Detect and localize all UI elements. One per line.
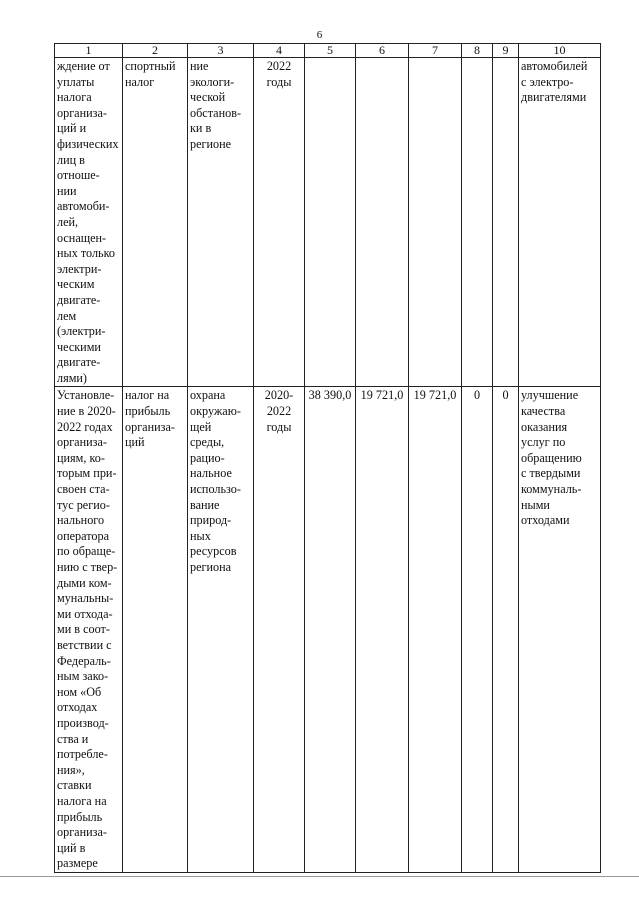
- column-header-5: 5: [305, 44, 356, 58]
- page-number: 6: [316, 29, 323, 41]
- table-row: [55, 58, 601, 387]
- cell-value-2021: [409, 58, 462, 387]
- cell-text: налог на прибыль организа- ций: [125, 388, 175, 450]
- cell-text: ждение от уплаты налога организа- ций и физических лиц в отноше- нии автомоби- лей, оснащен- ных только электри- ческим двигате- лем (электри- ческими двигате- лями): [57, 59, 119, 385]
- cell-text: 2022 годы: [266, 59, 292, 89]
- cell-text: 19 721,0: [360, 388, 404, 403]
- cell-result: [519, 58, 601, 387]
- cell-value-9: [493, 58, 519, 387]
- cell-text: улучшение качества оказания услуг по обращению с твердыми коммуналь- ными отходами: [521, 388, 582, 528]
- cell-period: [254, 387, 305, 872]
- column-header-7: 7: [409, 44, 462, 58]
- cell-tax: [123, 58, 188, 387]
- cell-text: 38 390,0: [308, 388, 352, 403]
- column-header-3: 3: [188, 44, 254, 58]
- cell-result: [519, 387, 601, 872]
- cell-text: спортный налог: [125, 59, 176, 89]
- header-row: [55, 44, 601, 58]
- cell-text: 0: [473, 388, 481, 403]
- cell-value-2020: [356, 58, 409, 387]
- column-header-8: 8: [462, 44, 493, 58]
- cell-text: 2020- 2022 годы: [264, 388, 294, 434]
- cell-measure: [55, 58, 123, 387]
- cell-value-8: [462, 387, 493, 872]
- column-header-10: 10: [519, 44, 601, 58]
- cell-text: автомобилей с электро- двигателями: [521, 59, 588, 105]
- cell-tax: [123, 387, 188, 872]
- data-table: [54, 43, 601, 873]
- cell-value-8: [462, 58, 493, 387]
- cell-value-2021: [409, 387, 462, 872]
- column-header-1: 1: [55, 44, 123, 58]
- cell-text: охрана окружаю- щей среды, рацио- нальное использо- вание природ- ных ресурсов региона: [190, 388, 241, 574]
- column-header-9: 9: [493, 44, 519, 58]
- table-row: [55, 387, 601, 872]
- cell-value-9: [493, 387, 519, 872]
- column-header-6: 6: [356, 44, 409, 58]
- cell-text: 19 721,0: [413, 388, 457, 403]
- cell-goal: [188, 58, 254, 387]
- cell-text: Установле- ние в 2020- 2022 годах организа- циям, ко- торым при- своен ста- тус регио- нального оператора по обраще- нию с твер- дыми ком- мунальны- ми отхода- ми в соот- ветствии с Федераль- ным зако- ном «Об отходах производ- ства и потребле- ния», ставки налога на прибыль организа- ций в размере: [57, 388, 118, 871]
- cell-measure: [55, 387, 123, 872]
- column-header-4: 4: [254, 44, 305, 58]
- cell-text: ние экологи- ческой обстанов- ки в регионе: [190, 59, 242, 151]
- column-header-2: 2: [123, 44, 188, 58]
- cell-value-2020: [356, 387, 409, 872]
- cell-period: [254, 58, 305, 387]
- bottom-divider: [0, 876, 639, 877]
- cell-goal: [188, 387, 254, 872]
- cell-text: 0: [502, 388, 509, 403]
- cell-value-total: [305, 58, 356, 387]
- cell-value-total: [305, 387, 356, 872]
